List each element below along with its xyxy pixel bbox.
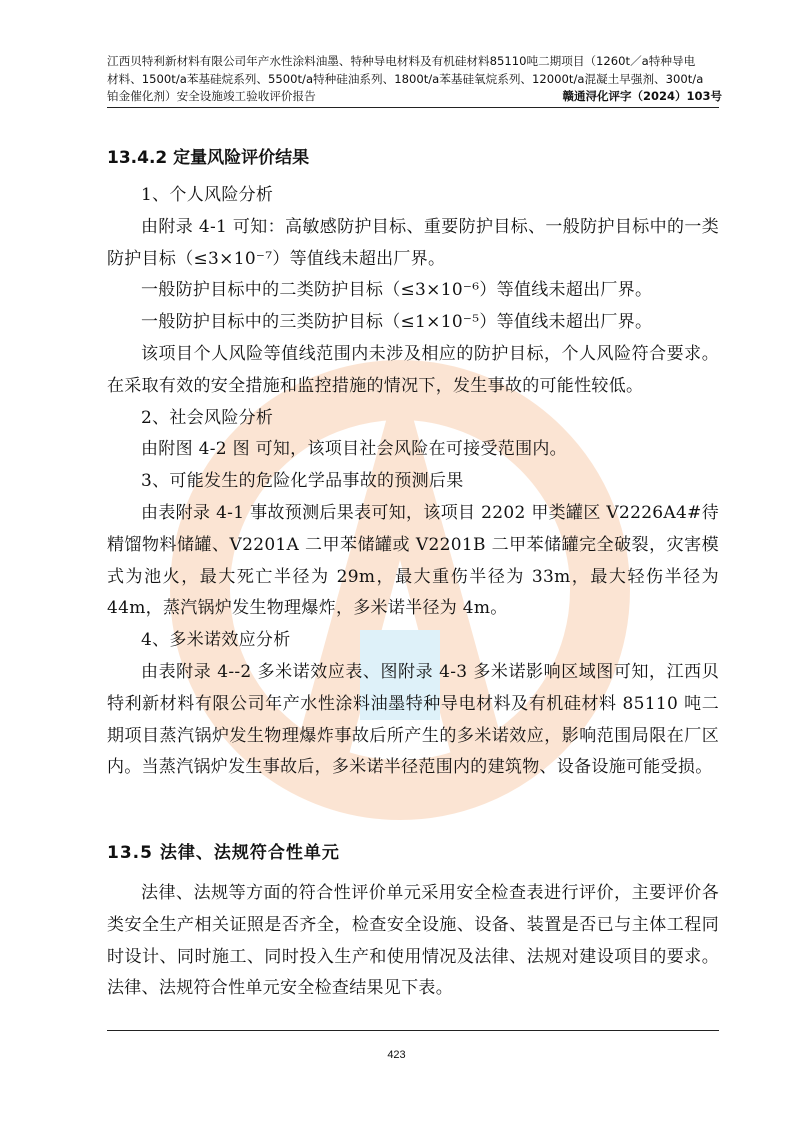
section-heading-13-5: 13.5 法律、法规符合性单元: [107, 843, 340, 863]
document-code: 赣通浔化评字（2024）103号: [562, 89, 722, 103]
paragraph: 2、社会风险分析: [141, 407, 274, 428]
paragraph: 3、可能发生的危险化学品事故的预测后果: [141, 471, 464, 492]
report-title: 铂金催化剂）安全设施竣工验收评价报告: [107, 89, 316, 103]
header-line-1: 江西贝特利新材料有限公司年产水性涂料油墨、特种导电材料及有机硅材料85110吨二期项目（1260t／a特种导电: [107, 54, 696, 68]
footer-rule: [107, 1030, 719, 1031]
header-line-2: 材料、1500t/a苯基硅烷系列、5500t/a特种硅油系列、1800t/a苯基硅氧烷系列、12000t/a混凝土早强剂、300t/a: [107, 71, 704, 86]
paragraph: 由附录 4-1 可知：高敏感防护目标、重要防护目标、一般防护目标中的一类防护目标（≤3×10⁻⁷）等值线未超出厂界。: [107, 216, 719, 269]
paragraph: 4、多米诺效应分析: [141, 630, 291, 651]
header-line-3: [107, 88, 722, 106]
paragraph: 法律、法规等方面的符合性评价单元采用安全检查表进行评价，主要评价各类安全生产相关证照是否齐全，检查安全设施、设备、装置是否已与主体工程同时设计、同时施工、同时投入生产和使用情况及法律、法规对建设项目的要求。法律、法规符合性单元安全检查结果见下表。: [107, 883, 719, 999]
paragraph: 1、个人风险分析: [141, 185, 274, 205]
page-body: [107, 140, 719, 999]
header-rule: [107, 107, 719, 108]
paragraph: 该项目个人风险等值线范围内未涉及相应的防护目标，个人风险符合要求。在采取有效的安全措施和监控措施的情况下，发生事故的可能性较低。: [107, 343, 719, 396]
page-number: 423: [387, 1049, 406, 1061]
page-header: [107, 53, 722, 106]
section-heading-13-4-2: 13.4.2 定量风险评价结果: [107, 148, 310, 168]
paragraph: 由表附录 4-1 事故预测后果表可知，该项目 2202 甲类罐区 V2226A4#待精馏物料储罐、V2201A 二甲苯储罐或 V2201B 二甲苯储罐完全破裂，灾害模式为池火，最大死亡半径为 29m，最大重伤半径为 33m，最大轻伤半径为 44m，蒸汽锅炉发生物理爆炸，多米诺半径为 4m。: [107, 502, 719, 619]
paragraph: 由表附录 4--2 多米诺效应表、图附录 4-3 多米诺影响区域图可知，江西贝特利新材料有限公司年产水性涂料油墨特种导电材料及有机硅材料 85110 吨二期项目蒸汽锅炉发生物理爆炸事故后所产生的多米诺效应，影响范围局限在厂区内。当蒸汽锅炉发生事故后，多米诺半径范围内的建筑物、设备设施可能受损。: [107, 661, 719, 778]
paragraph: 一般防护目标中的二类防护目标（≤3×10⁻⁶）等值线未超出厂界。: [141, 280, 653, 301]
paragraph: 由附图 4-2 图 可知，该项目社会风险在可接受范围内。: [141, 439, 567, 460]
paragraph: 一般防护目标中的三类防护目标（≤1×10⁻⁵）等值线未超出厂界。: [141, 312, 653, 333]
